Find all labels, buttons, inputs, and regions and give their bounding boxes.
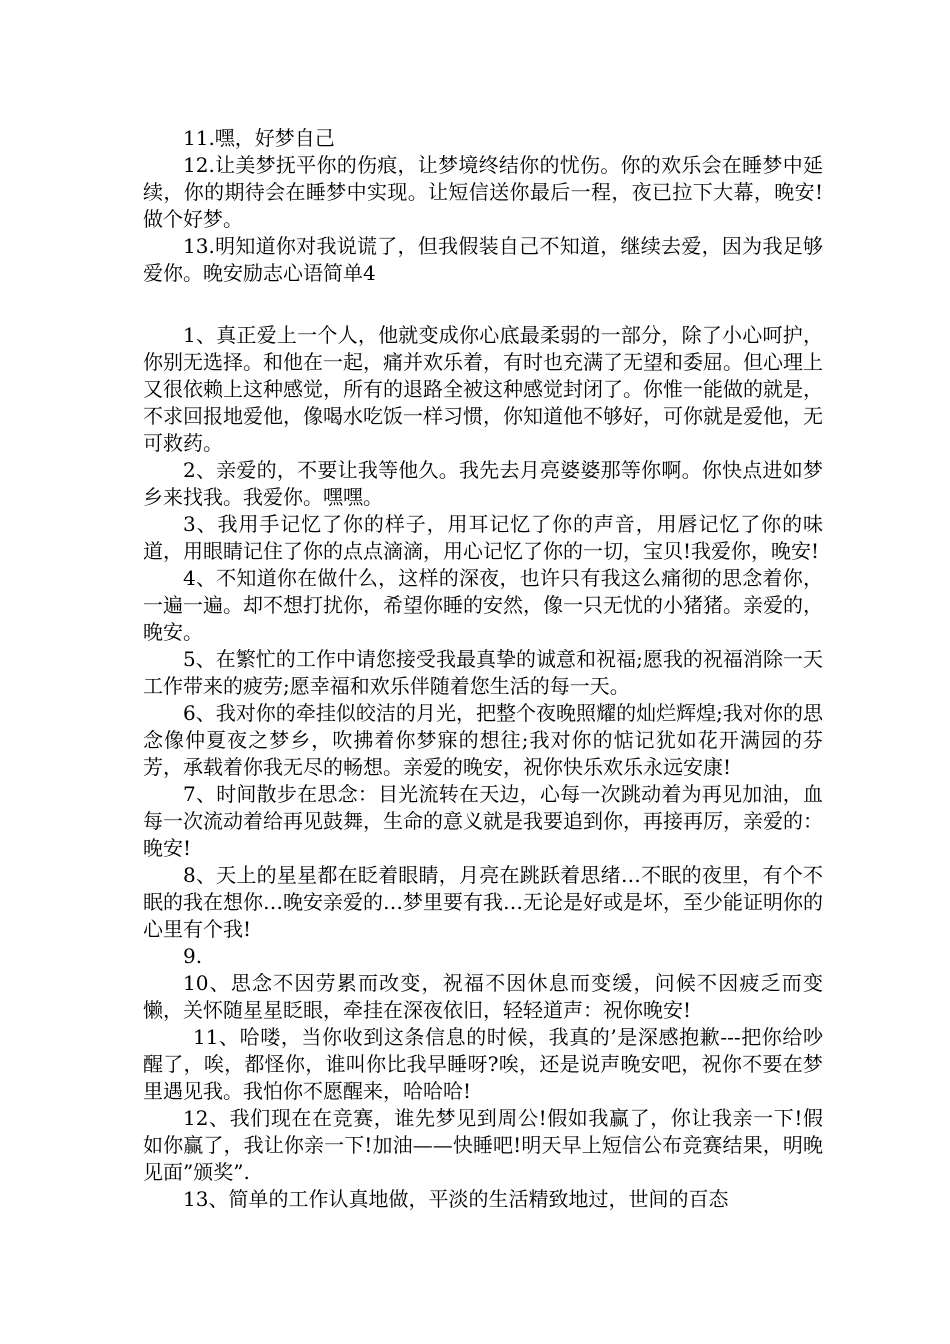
paragraph-13: 13、简单的工作认真地做，平淡的生活精致地过，世间的百态 <box>183 1187 729 1211</box>
main-section <box>143 322 823 1213</box>
paragraph-3: 3、我用手记忆了你的样子，用耳记忆了你的声音，用唇记忆了你的味道，用眼睛记住了你的点点滴滴，用心记忆了你的一切，宝贝!我爱你，晚安! <box>143 512 823 563</box>
paragraph-6: 6、我对你的牵挂似皎洁的月光，把整个夜晚照耀的灿烂辉煌;我对你的思念像仲夏夜之梦乡，吹拂着你梦寐的想往;我对你的惦记犹如花开满园的芬芳，承载着你我无尽的畅想。亲爱的晚安，祝你快乐欢乐永远安康! <box>143 701 823 779</box>
paragraph-9: 9. <box>183 944 203 968</box>
paragraph-11: 11、哈喽，当你收到这条信息的时候，我真的’是深感抱歉---把你给吵醒了，唉，都怪你，谁叫你比我早睡呀?唉，还是说声晚安吧，祝你不要在梦里遇见我。我怕你不愿醒来，哈哈哈! <box>143 1025 823 1103</box>
top-section <box>143 125 823 287</box>
paragraph-8: 8、天上的星星都在眨着眼睛，月亮在跳跃着思绪…不眠的夜里，有个不眠的我在想你…晚安亲爱的…梦里要有我…无论是好或是坏，至少能证明你的心里有个我! <box>143 863 823 941</box>
paragraph-2: 2、亲爱的，不要让我等他久。我先去月亮婆婆那等你啊。你快点进如梦乡来找我。我爱你。嘿嘿。 <box>143 458 823 509</box>
paragraph-7: 7、时间散步在思念：目光流转在天边，心每一次跳动着为再见加油，血每一次流动着给再见鼓舞，生命的意义就是我要追到你，再接再厉，亲爱的：晚安! <box>143 782 823 860</box>
paragraph-4: 4、不知道你在做什么，这样的深夜，也许只有我这么痛彻的思念着你，一遍一遍。却不想打扰你，希望你睡的安然，像一只无忧的小猪猪。亲爱的，晚安。 <box>143 566 823 644</box>
paragraph-1: 1、真正爱上一个人，他就变成你心底最柔弱的一部分，除了小心呵护，你别无选择。和他在一起，痛并欢乐着，有时也充满了无望和委屈。但心理上又很依赖上这种感觉，所有的退路全被这种感觉封闭了。你惟一能做的就是，不求回报地爱他，像喝水吃饭一样习惯，你知道他不够好，可你就是爱他，无可救药。 <box>143 323 823 455</box>
paragraph-5: 5、在繁忙的工作中请您接受我最真挚的诚意和祝福;愿我的祝福消除一天工作带来的疲劳;愿幸福和欢乐伴随着您生活的每一天。 <box>143 647 823 698</box>
paragraph-top-13: 13.明知道你对我说谎了，但我假装自己不知道，继续去爱，因为我足够爱你。晚安励志心语简单4 <box>143 234 823 285</box>
paragraph-top-11: 11.嘿，好梦自己 <box>183 126 335 150</box>
paragraph-12: 12、我们现在在竞赛，谁先梦见到周公!假如我赢了，你让我亲一下!假如你赢了，我让你亲一下!加油——快睡吧!明天早上短信公布竞赛结果，明晚见面”颁奖”. <box>143 1106 823 1184</box>
paragraph-top-12: 12.让美梦抚平你的伤痕，让梦境终结你的忧伤。你的欢乐会在睡梦中延续，你的期待会在睡梦中实现。让短信送你最后一程，夜已拉下大幕，晚安!做个好梦。 <box>143 153 823 231</box>
paragraph-10: 10、思念不因劳累而改变，祝福不因休息而变缓，问候不因疲乏而变懒，关怀随星星眨眼，牵挂在深夜依旧，轻轻道声：祝你晚安! <box>143 971 823 1022</box>
